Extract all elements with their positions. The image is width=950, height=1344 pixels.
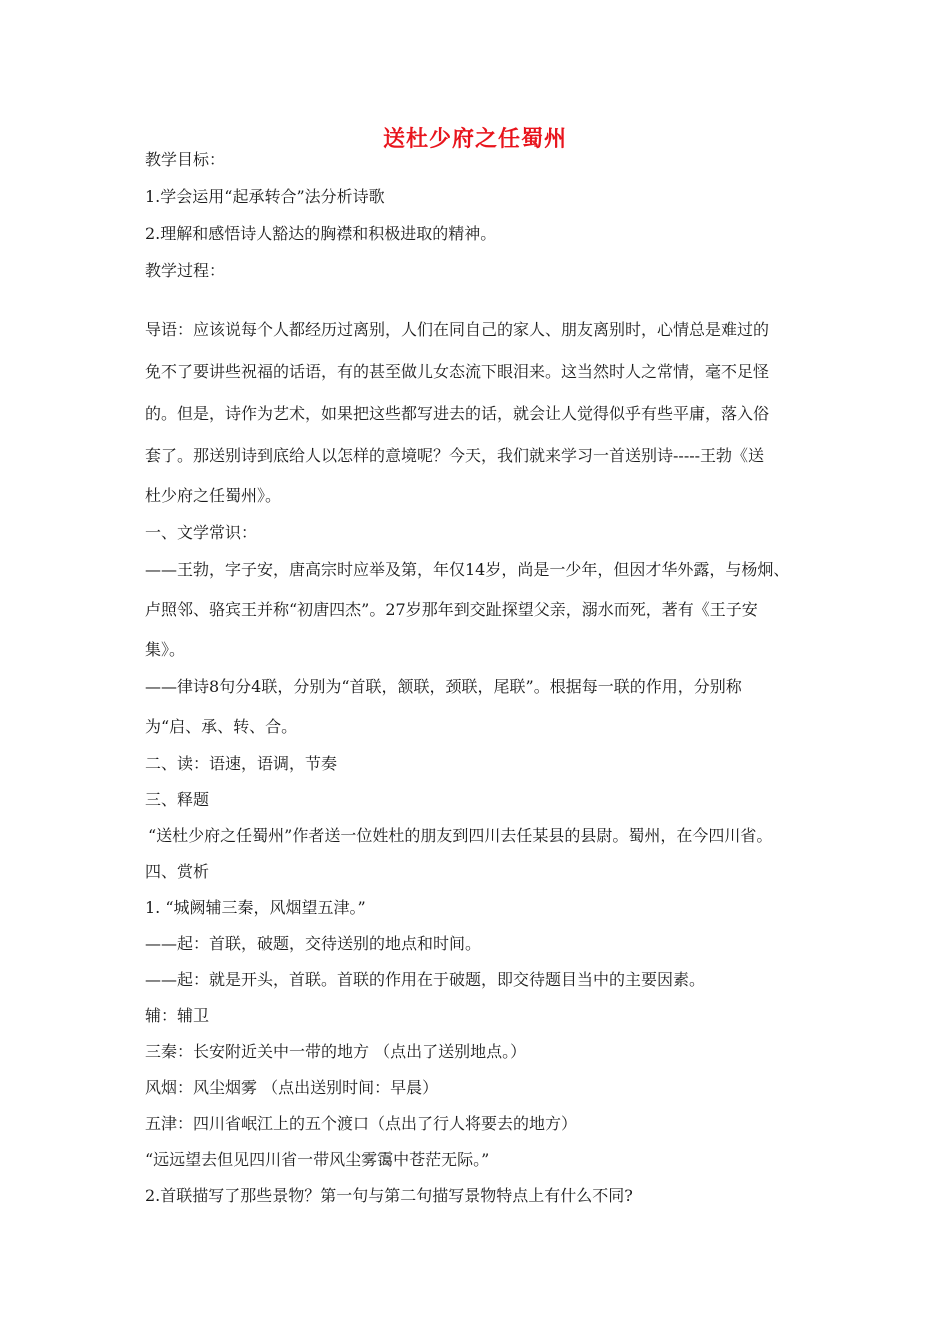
text-line: 套了。那送别诗到底给人以怎样的意境呢？今天，我们就来学习一首送别诗-----王勃《送 [145,446,765,465]
text-line: 为“启、承、转、合。 [145,717,298,736]
text-line: 辅：辅卫 [145,1006,210,1025]
text-line: 杜少府之任蜀州》。 [145,486,282,505]
text-line: “远远望去但见四川省一带风尘雾霭中苍茫无际。” [145,1150,490,1169]
text-line: “送杜少府之任蜀州”作者送一位姓杜的朋友到四川去任某县的县尉。蜀州，在今四川省。 [148,826,773,845]
document-title: 送杜少府之任蜀州 [382,127,567,152]
text-line: 五津：四川省岷江上的五个渡口（点出了行人将要去的地方） [145,1114,578,1133]
text-line: 免不了要讲些祝福的话语，有的甚至做儿女态流下眼泪来。这当然时人之常情，毫不足怪 [145,362,770,381]
text-line: 教学过程： [145,261,226,280]
text-line: 一、文学常识： [145,523,258,542]
text-line: ——律诗8句分4联，分别为“首联，颔联，颈联，尾联”。根据每一联的作用，分别称 [145,677,742,696]
text-line: 二、读：语速，语调，节奏 [145,754,338,773]
text-line: 集》。 [145,640,186,659]
text-line: ——王勃，字子安，唐高宗时应举及第，年仅14岁，尚是一少年，但因才华外露，与杨炯、 [145,560,790,579]
text-line: 1. “城阙辅三秦，风烟望五津。” [145,898,366,917]
text-line: 卢照邻、骆宾王并称“初唐四杰”。27岁那年到交趾探望父亲，溺水而死，著有《王子安 [145,600,758,619]
text-line: ——起：首联，破题，交待送别的地点和时间。 [145,934,482,953]
text-line: 教学目标： [145,150,226,169]
text-line: 四、赏析 [145,862,210,881]
text-line: 三、释题 [145,790,210,809]
text-line: 2.首联描写了那些景物？第一句与第二句描写景物特点上有什么不同? [145,1186,633,1205]
text-line: 1.学会运用“起承转合”法分析诗歌 [145,187,385,206]
text-line: 的。但是，诗作为艺术，如果把这些都写进去的话，就会让人觉得似乎有些平庸，落入俗 [145,404,770,423]
text-line: 2.理解和感悟诗人豁达的胸襟和积极进取的精神。 [145,224,497,243]
text-line: 导语：应该说每个人都经历过离别，人们在同自己的家人、朋友离别时，心情总是难过的 [145,320,770,339]
text-line: 风烟：风尘烟雾 （点出送别时间：早晨） [145,1078,439,1097]
text-line: ——起：就是开头，首联。首联的作用在于破题，即交待题目当中的主要因素。 [145,970,706,989]
text-line: 三秦：长安附近关中一带的地方 （点出了送别地点。） [145,1042,527,1061]
